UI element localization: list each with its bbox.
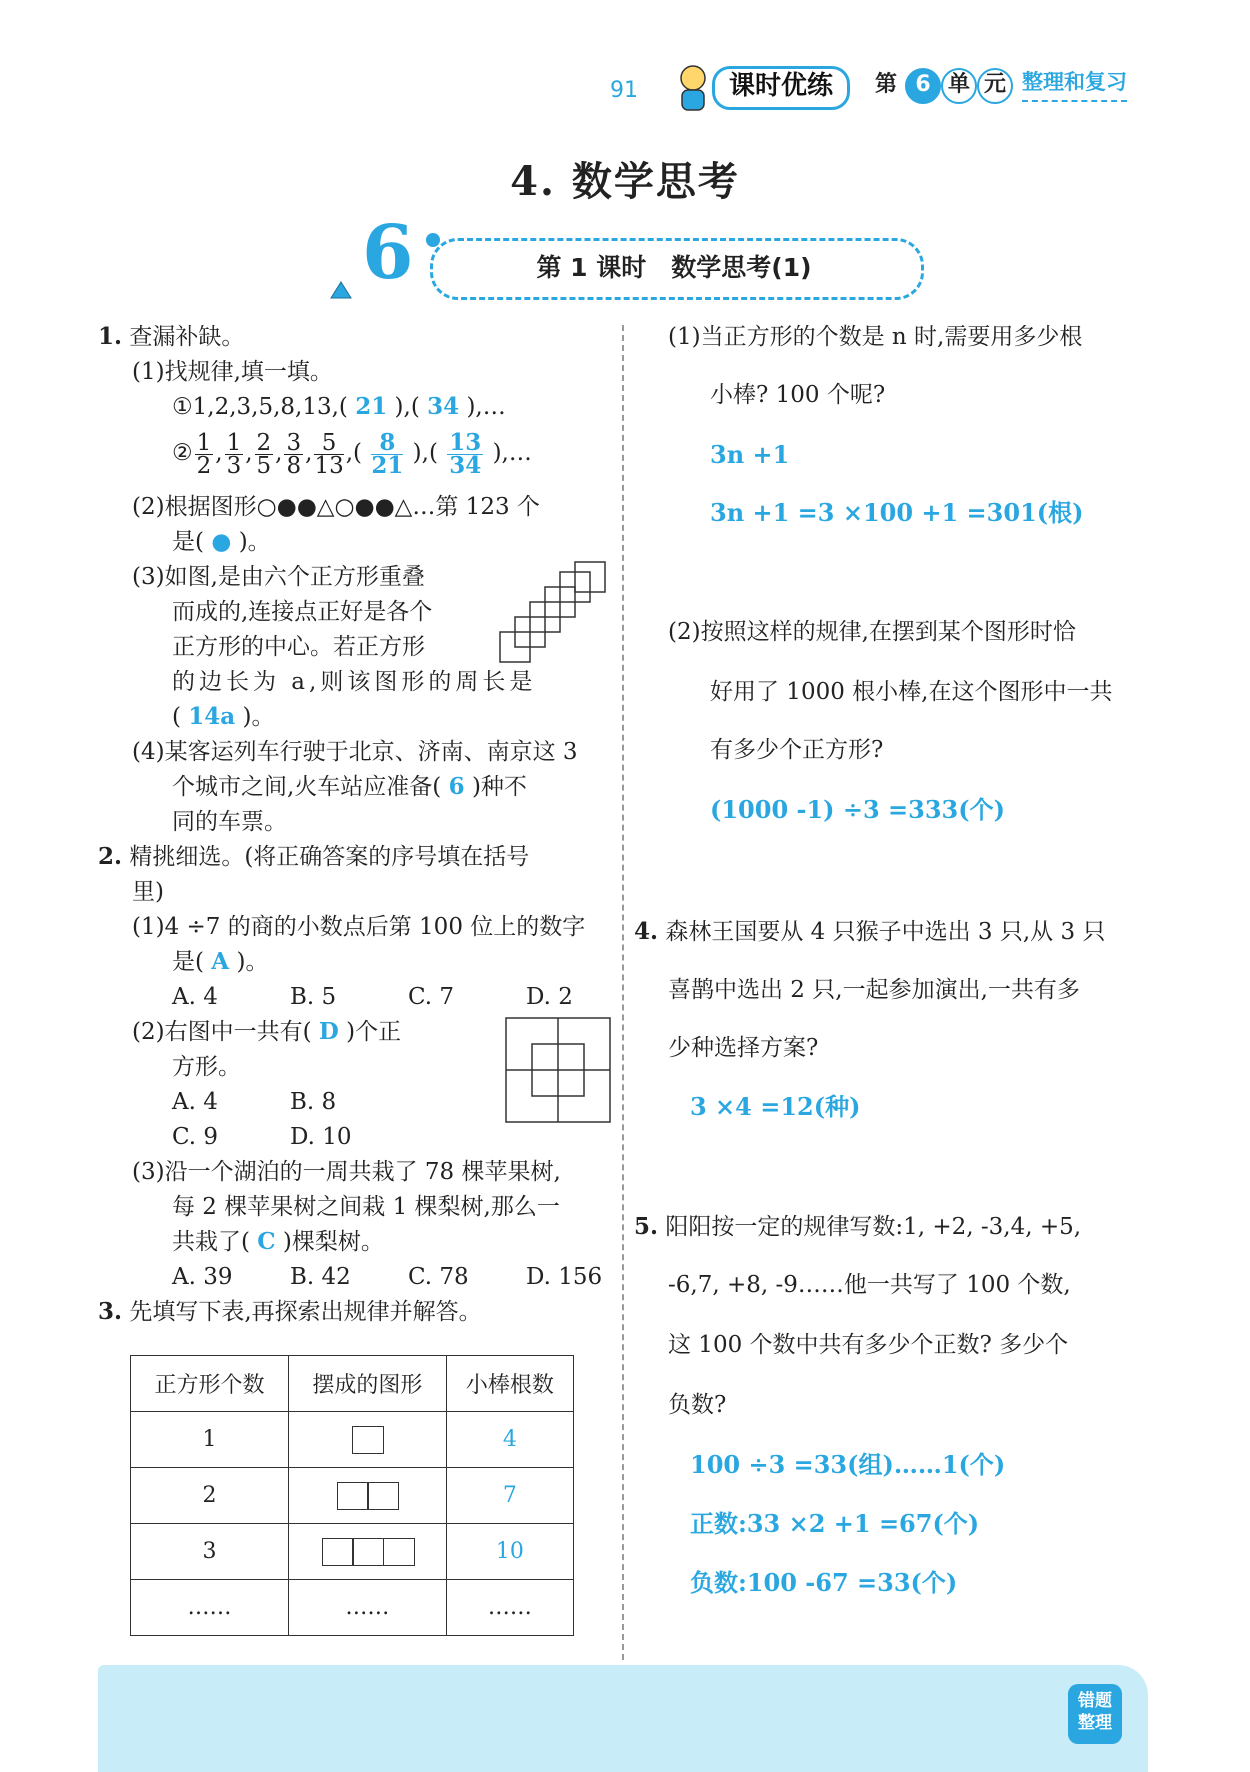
q1-p1a-prefix: ①1,2,3,5,8,13,( [172, 394, 348, 420]
q2-p1-answer: A [211, 948, 230, 975]
q2-p2-options-row1: A. 4 B. 8 [172, 1089, 337, 1115]
q3-p2-answer: (1000 -1) ÷3 =333(个) [710, 795, 1005, 824]
q1-p1a-suffix: ),… [466, 394, 506, 420]
q5-answer2: 正数:33 ×2 +1 =67(个) [690, 1509, 980, 1538]
q5-line4: 负数? [668, 1392, 727, 1418]
triangle-icon [330, 280, 352, 300]
q3-p1-answer2: 3n +1 =3 ×100 +1 =301(根) [710, 498, 1084, 527]
q1-p4-answer: 6 [448, 773, 465, 800]
unit-number: 6 [905, 68, 941, 104]
q3-p1-answer1: 3n +1 [710, 440, 790, 469]
q2-title-line2: 里) [132, 879, 164, 905]
unit-prefix: 第 [875, 72, 898, 97]
q1-p1b-answer2: $\frac{13}{34}$ [449, 428, 482, 479]
q2-p2-options-row2: C. 9 D. 10 [172, 1124, 352, 1150]
q1-number: 1. [98, 323, 123, 350]
q2-p3-line2: 每 2 棵苹果树之间栽 1 棵梨树,那么一 [172, 1194, 560, 1220]
mascot-icon [668, 60, 718, 116]
fraction: $\frac{5}{13}$ [314, 429, 344, 479]
q1-p1a [172, 390, 506, 424]
q1-p3-line3: 正方形的中心。若正方形 [172, 634, 425, 660]
q3-p1-line1: (1)当正方形的个数是 n 时,需要用多少根 [668, 324, 1083, 350]
q1-p3-line5: ( 14a )。 [172, 703, 275, 730]
q3-title: 先填写下表,再探索出规律并解答。 [129, 1299, 482, 1325]
lesson-label: 第 1 课时 数学思考(1) [536, 253, 812, 282]
q1-p3-line4: 的边长为 a,则该图形的周长是 [172, 669, 537, 695]
q2-heading: 2. 精挑细选。(将正确答案的序号填在括号 [98, 843, 530, 870]
table-header: 摆成的图形 [288, 1356, 446, 1412]
q2-title-line1: 精挑细选。(将正确答案的序号填在括号 [129, 844, 530, 870]
q2-p2-answer: D [318, 1018, 339, 1045]
unit-suffix: 元 [977, 68, 1013, 104]
page-number: 91 [610, 78, 638, 103]
table-header: 正方形个数 [131, 1356, 289, 1412]
q3-p2-line3: 有多少个正方形? [710, 737, 884, 763]
table-row: …… …… …… [131, 1580, 574, 1636]
fraction: $\frac{3}{8}$ [286, 429, 302, 479]
q1-p1a-mid: ),( [394, 394, 420, 420]
q2-p1-line2: 是( A )。 [172, 948, 269, 975]
table-header: 小棒根数 [446, 1356, 573, 1412]
q4-line1: 4. 森林王国要从 4 只猴子中选出 3 只,从 3 只 [634, 918, 1106, 945]
q3-p2-line2: 好用了 1000 根小棒,在这个图形中一共 [710, 679, 1113, 705]
q3-heading: 3. 先填写下表,再探索出规律并解答。 [98, 1298, 482, 1325]
sticks-table [130, 1355, 574, 1636]
q1-p2-answer: ● [211, 528, 232, 555]
q1-p3-line1: (3)如图,是由六个正方形重叠 [132, 564, 425, 590]
sticks-answer: 7 [446, 1468, 573, 1524]
q1-p4-line2: 个城市之间,火车站应准备( 6 )种不 [172, 773, 527, 800]
fraction: $\frac{2}{5}$ [256, 429, 272, 479]
q3-p2-line1: (2)按照这样的规律,在摆到某个图形时恰 [668, 619, 1076, 645]
q1-p4-line3: 同的车票。 [172, 809, 287, 835]
q1-p4-line1: (4)某客运列车行驶于北京、济南、南京这 3 [132, 739, 578, 765]
q2-p3-options: A. 39 B. 42 C. 78 D. 156 [172, 1264, 603, 1290]
q5-answer1: 100 ÷3 =33(组)……1(个) [690, 1450, 1006, 1479]
q5-line3: 这 100 个数中共有多少个正数? 多少个 [668, 1332, 1069, 1358]
q1-heading [98, 320, 244, 354]
nested-squares-figure [504, 1016, 612, 1124]
error-notes-badge: 错题 整理 [1068, 1684, 1122, 1744]
staircase-squares-figure [498, 560, 613, 672]
q2-p1-line1: (1)4 ÷7 的商的小数点后第 100 位上的数字 [132, 914, 586, 940]
q3-p1-line2: 小棒? 100 个呢? [710, 382, 886, 408]
sticks-answer: 10 [446, 1524, 573, 1580]
q1-p2-line1: (2)根据图形○●●△○●●△…第 123 个 [132, 494, 540, 520]
page-title: 4. 数学思考 [510, 158, 740, 205]
q1-p1b-prefix: ② [172, 440, 193, 466]
q1-p1b: ② $\frac{1}{2}$ , $\frac{1}{3}$ , $\frac{2}{5}$ , $\frac{3}{8}$ , $\frac{5}{13}$ ,( $\frac{8}{21}$ ),( $\frac{13}{34}$ ),… [172, 428, 532, 479]
q1-p1-label: (1)找规律,填一填。 [132, 359, 333, 385]
q1-p3-line2: 而成的,连接点正好是各个 [172, 599, 433, 625]
fraction: $\frac{1}{3}$ [226, 429, 242, 479]
two-squares-figure [288, 1468, 446, 1524]
q2-p2-line1: (2)右图中一共有( D )个正 [132, 1018, 402, 1045]
q1-p1a-answer1: 21 [355, 393, 388, 420]
unit-mid: 单 [941, 68, 977, 104]
q1-p2-line2: 是( ● )。 [172, 528, 271, 555]
table-header-row [131, 1356, 574, 1412]
q4-line2: 喜鹊中选出 2 只,一起参加演出,一共有多 [668, 977, 1080, 1003]
q2-p3-line3: 共栽了( C )棵梨树。 [172, 1228, 384, 1255]
notes-area [98, 1665, 1148, 1772]
q2-p2-line2: 方形。 [172, 1054, 241, 1080]
table-row: 1 4 [131, 1412, 574, 1468]
table-row: 2 7 [131, 1468, 574, 1524]
q1-title: 查漏补缺。 [129, 324, 245, 350]
q1-p1a-answer2: 34 [427, 393, 460, 420]
fraction: $\frac{1}{2}$ [196, 429, 212, 479]
q5-answer3: 负数:100 -67 =33(个) [690, 1568, 958, 1597]
q1-p3-answer: 14a [188, 703, 236, 730]
q4-answer: 3 ×4 =12(种) [690, 1092, 861, 1121]
table-row: 3 10 [131, 1524, 574, 1580]
q2-p3-line1: (3)沿一个湖泊的一周共栽了 78 棵苹果树, [132, 1159, 561, 1185]
q4-line3: 少种选择方案? [668, 1035, 819, 1061]
lesson-big-number: 6 [362, 210, 414, 296]
q2-p3-answer: C [257, 1228, 276, 1255]
brand-label: 课时优练 [712, 66, 850, 110]
q5-line1: 5. 阳阳按一定的规律写数:1, +2, -3,4, +5, [634, 1213, 1082, 1240]
section-label: 整理和复习 [1022, 66, 1127, 102]
one-square-figure [288, 1412, 446, 1468]
q2-p1-options: A. 4 B. 5 C. 7 D. 2 [172, 984, 573, 1010]
q1-p1b-answer1: $\frac{8}{21}$ [371, 428, 404, 479]
q5-line2: -6,7, +8, -9……他一共写了 100 个数, [668, 1272, 1071, 1298]
dot-icon [425, 232, 441, 248]
column-divider [622, 325, 624, 1660]
sticks-answer: 4 [446, 1412, 573, 1468]
three-squares-figure [288, 1524, 446, 1580]
